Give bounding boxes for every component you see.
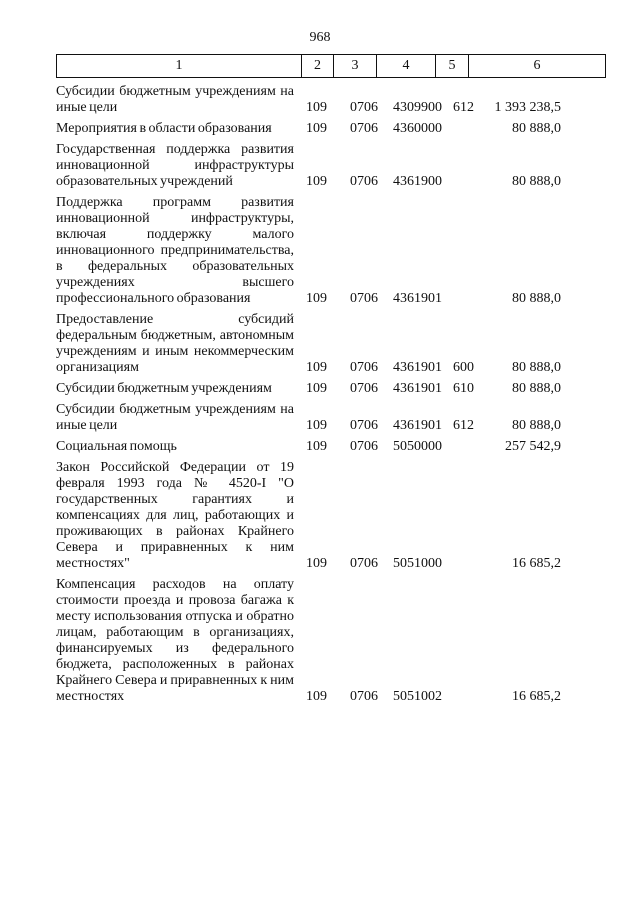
row-code-2: 109 [306,381,327,396]
column-header-6: 6 [469,55,606,78]
table-row [56,84,604,116]
column-header-5: 5 [436,55,469,78]
column-header-table [56,54,606,78]
row-code-4: 4309900 [393,100,442,115]
row-name: Предоставление субсидий федеральным бюджетным, автономным учреждениям и иным некоммерческим организациям [56,312,294,375]
row-amount: 80 888,0 [512,121,561,136]
row-name: Поддержка программ развития инновационной инфраструктуры, включая поддержку малого инновационного предпринимательства, в федеральных образовательных учреждениях высшего профессионального образования [56,195,294,306]
table-row [56,195,604,307]
budget-rows [56,84,604,705]
row-code-3: 0706 [350,360,378,375]
row-name: Закон Российской Федерации от 19 февраля 1993 года № 4520-I "О государственных гарантиях и компенсациях для лиц, работающих и проживающих в районах Крайнего Севера и приравненных к ним местностях" [56,460,294,571]
table-row [56,439,604,455]
column-header-1: 1 [57,55,302,78]
table-row [56,577,604,705]
row-code-4: 4361901 [393,360,442,375]
row-code-4: 4360000 [393,121,442,136]
row-amount: 80 888,0 [512,418,561,433]
row-code-4: 5051002 [393,689,442,704]
row-code-3: 0706 [350,121,378,136]
row-code-5: 612 [453,100,474,115]
row-name: Компенсация расходов на оплату стоимости проезда и провоза багажа к месту использования отпуска и обратно лицам, работающим в организациях, финансируемых из федерального бюджета, расположенных в районах Крайнего Севера и приравненных к ним местностях [56,577,294,704]
row-amount: 80 888,0 [512,174,561,189]
row-name: Субсидии бюджетным учреждениям [56,381,272,396]
row-amount: 1 393 238,5 [494,100,561,115]
row-code-4: 4361901 [393,418,442,433]
row-code-4: 4361901 [393,381,442,396]
table-row [56,142,604,190]
row-code-3: 0706 [350,418,378,433]
row-code-3: 0706 [350,381,378,396]
table-row [56,312,604,376]
row-code-2: 109 [306,174,327,189]
table-row [56,402,604,434]
column-header-4: 4 [377,55,436,78]
row-amount: 80 888,0 [512,291,561,306]
row-code-5: 612 [453,418,474,433]
row-code-5: 610 [453,381,474,396]
row-name: Мероприятия в области образования [56,121,272,136]
row-code-3: 0706 [350,100,378,115]
table-row [56,381,604,397]
row-amount: 80 888,0 [512,360,561,375]
row-code-3: 0706 [350,291,378,306]
row-code-4: 5050000 [393,439,442,454]
row-name: Государственная поддержка развития инновационной инфраструктуры образовательных учреждений [56,142,294,189]
row-code-2: 109 [306,360,327,375]
page-number: 968 [309,30,331,45]
column-header-row [57,55,606,78]
column-header-2: 2 [302,55,334,78]
row-code-2: 109 [306,556,327,571]
row-code-4: 4361900 [393,174,442,189]
row-code-2: 109 [306,418,327,433]
row-code-2: 109 [306,100,327,115]
row-name: Субсидии бюджетным учреждениям на иные цели [56,84,294,115]
row-name: Субсидии бюджетным учреждениям на иные цели [56,402,294,433]
row-code-3: 0706 [350,556,378,571]
row-code-2: 109 [306,439,327,454]
table-row [56,460,604,572]
row-code-2: 109 [306,291,327,306]
row-amount: 257 542,9 [505,439,561,454]
row-code-5: 600 [453,360,474,375]
row-code-3: 0706 [350,174,378,189]
row-code-2: 109 [306,689,327,704]
row-code-2: 109 [306,121,327,136]
row-code-4: 5051000 [393,556,442,571]
row-amount: 16 685,2 [512,689,561,704]
row-code-3: 0706 [350,439,378,454]
row-name: Социальная помощь [56,439,177,454]
column-header-3: 3 [334,55,377,78]
row-code-4: 4361901 [393,291,442,306]
row-amount: 80 888,0 [512,381,561,396]
table-row [56,121,604,137]
row-amount: 16 685,2 [512,556,561,571]
row-code-3: 0706 [350,689,378,704]
